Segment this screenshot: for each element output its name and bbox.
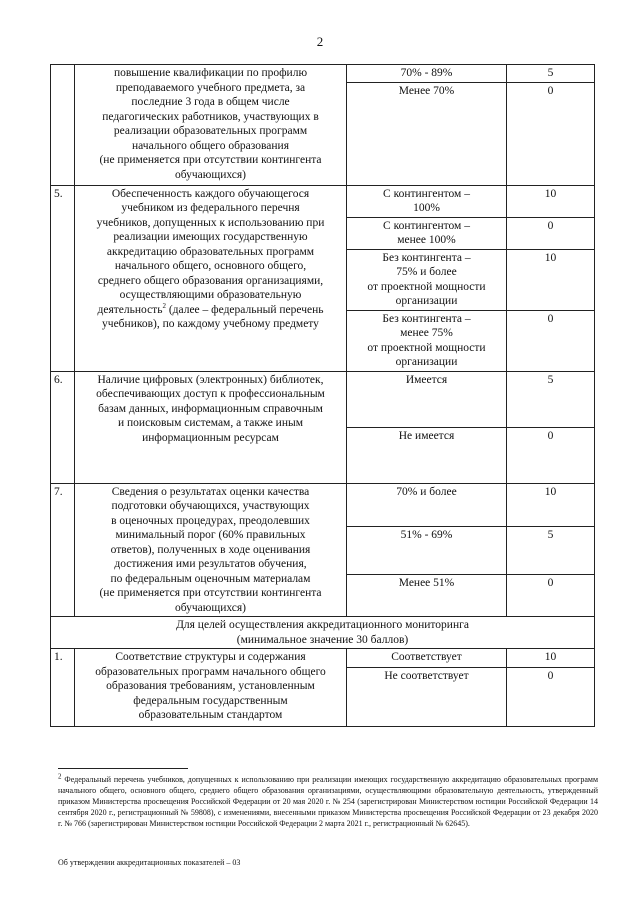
score-cell: 0 [507,82,595,185]
criterion-cell: Соответствие структуры и содержания образовательных программ начального общего образования требованиям, установленным федеральным государственным образовательным стандартом [75,649,347,727]
score-cell: 5 [507,371,595,427]
condition-cell: С контингентом – 100% [347,185,507,217]
score-cell: 0 [507,310,595,371]
footnote-marker: 2 [58,772,62,781]
condition-cell: Соответствует [347,649,507,668]
condition-cell: Менее 51% [347,574,507,616]
criterion-cell: Наличие цифровых (электронных) библиотек, обеспечивающих доступ к профессиональным базам данных, информационным справочным и поисковым системам, а также иным информационным ресурсам [75,371,347,483]
score-cell: 5 [507,526,595,574]
score-cell: 5 [507,65,595,83]
condition-cell: 51% - 69% [347,526,507,574]
score-cell: 0 [507,427,595,483]
criterion-cell: Обеспеченность каждого обучающегося учебником из федерального перечня учебников, допущенных к использованию при реализации имеющих государственную аккредитацию образовательных программ начального общего, основного общего, среднего общего образования организациями, осуществляющими образовательную деятельность$^2$ (далее – федеральный перечень учебников), по каждому учебному предмету [75,185,347,371]
row-number: 6. [51,371,75,483]
table-row [51,185,595,217]
table-row [51,617,595,649]
table-row [51,649,595,668]
criterion-cell: повышение квалификации по профилю преподаваемого учебного предмета, за последние 3 года в общем числе педагогических работников, участвующих в реализации образовательных программ начального общего образования (не применяется при отсутствии контингента обучающихся) [75,65,347,186]
row-number: 1. [51,649,75,727]
score-cell: 10 [507,249,595,310]
condition-cell: 70% - 89% [347,65,507,83]
score-cell: 0 [507,668,595,727]
table-row [51,65,595,83]
row-number: 7. [51,483,75,617]
condition-cell: 70% и более [347,483,507,526]
condition-cell: Имеется [347,371,507,427]
page-number: 2 [316,34,324,49]
row-number: 5. [51,185,75,371]
condition-cell: Менее 70% [347,82,507,185]
table-row [51,371,595,427]
footnote [58,774,598,829]
condition-cell: С контингентом – менее 100% [347,217,507,249]
accreditation-indicators-table [50,64,595,727]
score-cell: 0 [507,574,595,616]
score-cell: 10 [507,483,595,526]
score-cell: 10 [507,185,595,217]
section-heading: Для целей осуществления аккредитационного мониторинга (минимальное значение 30 баллов) [51,617,595,649]
document-footer: Об утверждении аккредитационных показателей – 03 [58,858,241,867]
footnote-text: Федеральный перечень учебников, допущенных к использованию при реализации имеющих государственную аккредитацию образовательных программ начального общего, основного общего, среднего общего образования организациями, осуществляющими образовательную деятельность, утвержденный приказом Министерства просвещения Российской Федерации от 20 мая 2020 г. № 254 (зарегистрирован Министерством юстиции Российской Федерации 14 сентября 2020 г., регистрационный № 59808), с изменениями, внесенными приказом Министерства просвещения Российской Федерации от 23 декабря 2020 г. № 766 (зарегистрирован Министерством юстиции Российской Федерации 2 марта 2021 г., регистрационный № 62645). [58,775,599,828]
condition-cell: Без контингента – 75% и более от проектной мощности организации [347,249,507,310]
score-cell: 0 [507,217,595,249]
condition-cell: Без контингента – менее 75% от проектной мощности организации [347,310,507,371]
score-cell: 10 [507,649,595,668]
footnote-reference: 2 [162,301,166,310]
criterion-cell: Сведения о результатах оценки качества подготовки обучающихся, участвующих в оценочных процедурах, преодолевших минимальный порог (60% правильных ответов), полученных в ходе оценивания достижения ими результатов обучения, по федеральным оценочным материалам (не применяется при отсутствии контингента обучающихся) [75,483,347,617]
table-row [51,483,595,526]
condition-cell: Не имеется [347,427,507,483]
row-number [51,65,75,186]
condition-cell: Не соответствует [347,668,507,727]
footnote-divider [58,768,188,769]
